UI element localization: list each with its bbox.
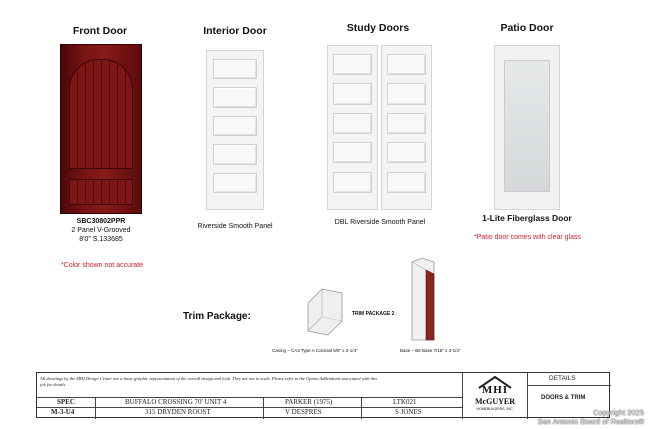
door-panel bbox=[333, 113, 372, 134]
trim-package-label: TRIM PACKAGE 2 bbox=[352, 311, 395, 317]
patio-door-caption: 1-Lite Fiberglass Door bbox=[482, 213, 572, 223]
trim-package-title: Trim Package: bbox=[183, 311, 251, 322]
details-value: DOORS & TRIM bbox=[541, 395, 586, 401]
front-door-note: *Color shown not accurate bbox=[60, 262, 144, 269]
base-label: Base – B6 Base 7/16" x 3-1/4" bbox=[400, 348, 461, 353]
study-door-right bbox=[381, 45, 432, 210]
door-panel bbox=[333, 54, 372, 75]
watermark-line-1: Copyright 2025 bbox=[593, 408, 644, 417]
door-panel bbox=[213, 144, 258, 165]
logo-name: McGUYER bbox=[475, 397, 515, 406]
designer-name: V DESPRES bbox=[285, 408, 322, 416]
door-panel bbox=[213, 87, 258, 108]
consultant-name: S JONES bbox=[395, 408, 422, 416]
front-door-code: SBC30802PPR bbox=[76, 218, 126, 225]
lot-code: M-3-U4 bbox=[51, 408, 75, 416]
logo-text: MHI bbox=[481, 384, 509, 396]
spec-label: SPEC bbox=[57, 398, 75, 406]
logo-sub: HOMEBUILDERS, INC. bbox=[476, 407, 514, 411]
front-door-lower-panel bbox=[69, 179, 133, 205]
study-doors-caption: DBL Riverside Smooth Panel bbox=[334, 219, 426, 226]
door-panel bbox=[387, 142, 426, 163]
front-door-upper-panel bbox=[69, 59, 133, 169]
casing-profile-image bbox=[302, 283, 346, 341]
interior-door-caption: Riverside Smooth Panel bbox=[197, 223, 273, 230]
disclaimer-line-1: All drawings by the MHI Design Center are a basic graphic representation of the overall design and look. They are not to scale. Please refer to the Option Addendums associated with this bbox=[40, 376, 378, 381]
job-code: LTK021 bbox=[393, 398, 417, 406]
door-panel bbox=[213, 173, 258, 194]
door-panel bbox=[333, 142, 372, 163]
casing-label: Casing – CA3 Type A Colonial 5/8" x 2-1/4" bbox=[272, 348, 358, 353]
door-panel bbox=[213, 116, 258, 137]
community-name: BUFFALO CROSSING 70' UNIT 4 bbox=[125, 398, 227, 406]
patio-door-note: *Patio door comes with clear glass bbox=[474, 234, 581, 241]
address: 315 DRYDEN ROOST bbox=[145, 408, 211, 416]
patio-door-glass bbox=[504, 60, 550, 192]
front-door-image bbox=[60, 44, 142, 214]
watermark-line-2: San Antonio Board of Realtors® bbox=[537, 417, 644, 426]
door-panel bbox=[333, 172, 372, 193]
door-panel bbox=[387, 54, 426, 75]
copyright-watermark bbox=[538, 408, 644, 426]
interior-door-title: Interior Door bbox=[203, 25, 267, 37]
front-door-title: Front Door bbox=[72, 25, 128, 37]
patio-door-image bbox=[494, 45, 560, 210]
interior-door-image bbox=[206, 50, 264, 210]
base-profile-image bbox=[404, 256, 442, 342]
details-label: DETAILS bbox=[549, 375, 576, 382]
door-panel bbox=[387, 83, 426, 104]
mhi-logo bbox=[465, 375, 525, 417]
title-block bbox=[36, 372, 610, 418]
door-panel bbox=[213, 59, 258, 80]
front-door-desc: 2 Panel V-Grooved bbox=[71, 227, 131, 234]
door-panel bbox=[387, 172, 426, 193]
disclaimer-line-2: job for details. bbox=[40, 382, 67, 387]
door-panel bbox=[333, 83, 372, 104]
study-door-left bbox=[327, 45, 378, 210]
study-doors-title: Study Doors bbox=[346, 22, 410, 34]
patio-door-title: Patio Door bbox=[500, 22, 554, 34]
front-door-size: 8'0" S.133685 bbox=[79, 236, 123, 243]
door-panel bbox=[387, 113, 426, 134]
plan-name: PARKER (1975) bbox=[285, 398, 333, 406]
